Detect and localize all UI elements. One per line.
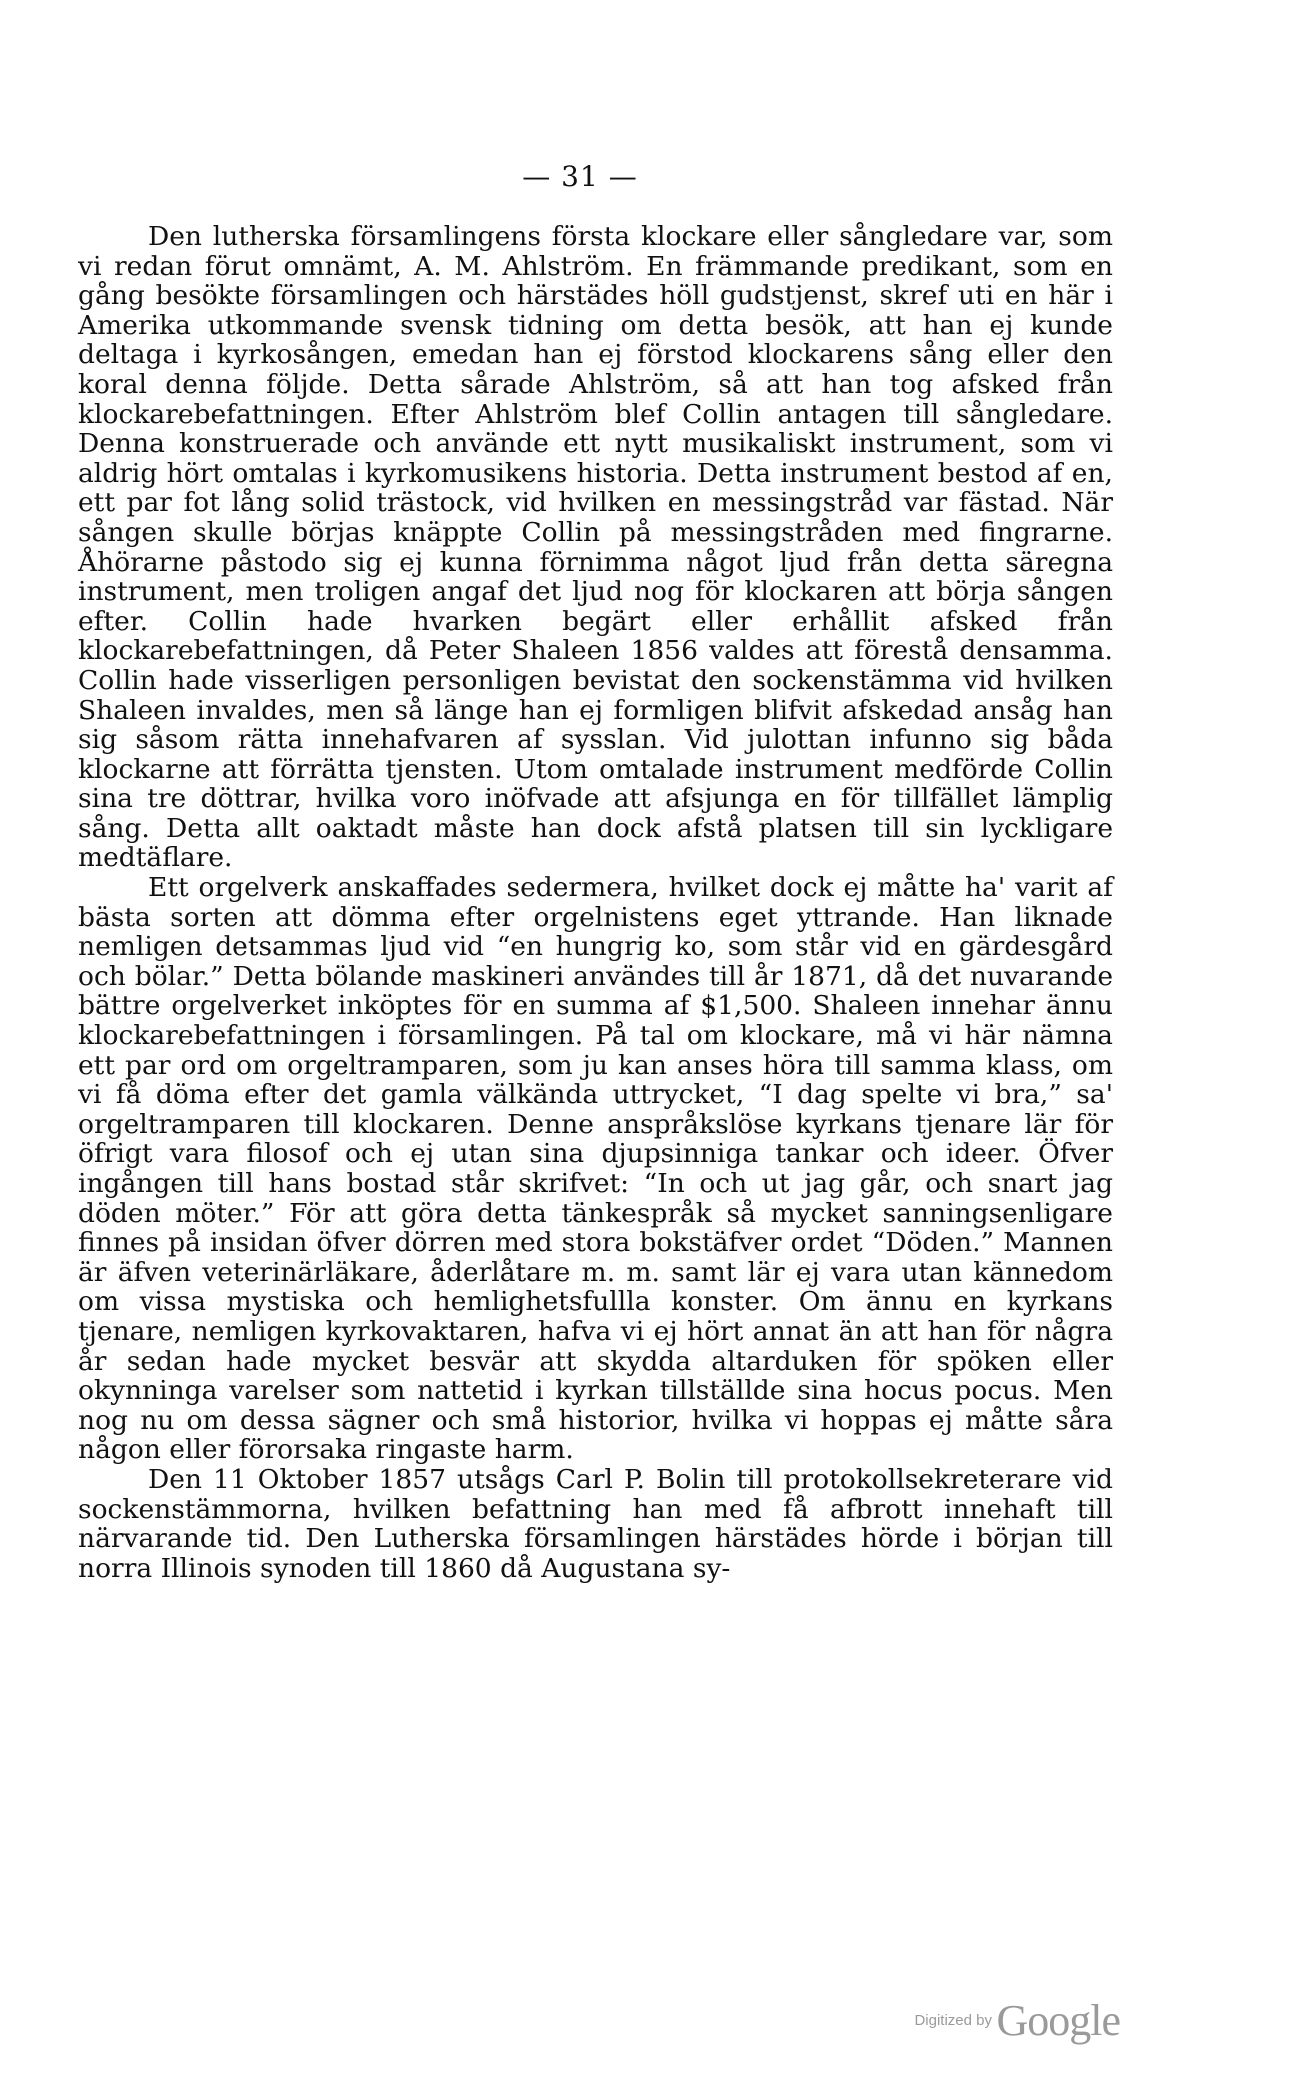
watermark-prefix: Digitized by bbox=[914, 2012, 993, 2029]
paragraph-orgelverk: Ett orgelverk anskaffades sedermera, hvilket dock ej måtte ha' varit af bästa sorten att dömma efter orgelnistens eget yttrande. Han liknade nemligen detsammas ljud vid “en hungrig ko, som står vid en gärdesgård och bölar.” Detta bölande maskineri användes till år 1871, då det nuvarande bättre orgelverket inköptes för en summa af $1,500. Shaleen innehar ännu klockarebefattningen i församlingen. På tal om klockare, må vi här nämna ett par ord om orgeltramparen, som ju kan anses höra till samma klass, om vi få döma efter det gamla välkända uttrycket, “I dag spelte vi bra,” sa' orgeltramparen till klockaren. Denne anspråkslöse kyrkans tjenare lär för öfrigt vara filosof och ej utan sina djupsinniga tankar och ideer. Öfver ingången till hans bostad står skrifvet: “In och ut jag går, och snart jag döden möter.” För att göra detta tänkespråk så mycket sanningsenligare finnes på insidan öfver dörren med stora bokstäfver ordet “Döden.” Mannen är äfven veterinärläkare, åderlåtare m. m. samt lär ej vara utan kännedom om vissa mystiska och hemlighetsfullla konster. Om ännu en kyrkans tjenare, nemligen kyrkovaktaren, hafva vi ej hört annat än att han för några år sedan hade mycket besvär att skydda altarduken för spöken eller okynninga varelser som nattetid i kyrkan tillställde sina hocus pocus. Men nog nu om dessa sägner och små historior, hvilka vi hoppas ej måtte såra någon eller förorsaka ringaste harm. bbox=[78, 872, 1113, 1466]
body-text bbox=[78, 222, 1113, 1583]
paragraph-bolin: Den 11 Oktober 1857 utsågs Carl P. Bolin till protokollsekreterare vid sockenstämmorna, hvilken befattning han med få afbrott innehaft till närvarande tid. Den Lutherska församlingen härstädes hörde i början till norra Illinois synoden till 1860 då Augustana sy- bbox=[78, 1463, 1113, 1584]
paragraph-klockare: Den lutherska församlingens första klockare eller sångledare var, som vi redan förut omnämt, A. M. Ahlström. En främmande predikant, som en gång besökte församlingen och härstädes höll gudstjenst, skref uti en här i Amerika utkommande svensk tidning om detta besök, att han ej kunde deltaga i kyrkosången, emedan han ej förstod klockarens sång eller den koral denna följde. Detta sårade Ahlström, så att han tog afsked från klockarebefattningen. Efter Ahlström blef Collin antagen till sångledare. Denna konstruerade och använde ett nytt musikaliskt instrument, som vi aldrig hört omtalas i kyrkomusikens historia. Detta instrument bestod af en, ett par fot lång solid trästock, vid hvilken en messingstråd var fästad. När sången skulle börjas knäppte Collin på messingstråden med fingrarne. Åhörarne påstodo sig ej kunna förnimma något ljud från detta säregna instrument, men troligen angaf det ljud nog för klockaren att börja sången efter. Collin hade hvarken begärt eller erhållit afsked från klockarebefattningen, då Peter Shaleen 1856 valdes att förestå densamma. Collin hade visserligen personligen bevistat den sockenstämma vid hvilken Shaleen invaldes, men så länge han ej formligen blifvit afskedad ansåg han sig såsom rätta innehafvaren af sysslan. Vid julottan infunno sig båda klockarne att förrätta tjensten. Utom omtalade instrument medförde Collin sina tre döttrar, hvilka voro inöfvade att afsjunga en för tillfället lämplig sång. Detta allt oaktadt måste han dock afstå platsen till sin lyckligare medtäflare. bbox=[78, 221, 1113, 874]
digitized-watermark bbox=[860, 1995, 1120, 2046]
google-logo: Google bbox=[996, 1996, 1120, 2045]
page-number: — 31 — bbox=[522, 160, 638, 193]
